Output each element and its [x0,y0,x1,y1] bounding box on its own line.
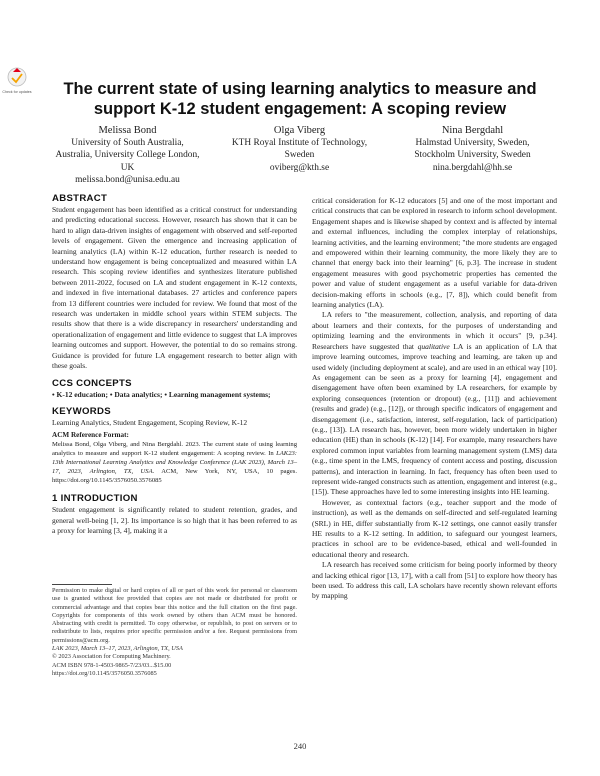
acm-reference-venue: LAK23: 13th International Learning Analytics and Knowledge Conference (LAK 2023), March 13–17, 2023, Arlington, TX, USA. [52,450,297,476]
author-affiliation: UK [120,162,135,173]
author-affiliation: Australia, University College London, [55,150,200,161]
right-column [312,196,557,602]
acm-reference-text [52,440,297,485]
abstract-text: Student engagement has been identified as a critical construct for understanding and predicting educational success. However, research has shown that it can be hard to align data-driven insights of engagement with observed and self-reported levels of engagement. Given the emergence and increasing application of learning analytics (LA) within K-12 education, further research is needed to understand how engagement is being conceptualized and measured within LA research. This scoping review identifies and synthesizes literature published between 2011-2022, focused on LA and student engagement in K-12 contexts, and indexed in five international databases. 27 articles and conference papers from 13 different countries were included for review. We found that most of the research was undertaken in middle school years within STEM subjects. The results show that there is a wide discrepancy in researchers' understanding and operationalization of engagement and little evidence to suggest that LA improves learning outcomes and support. However, the potential to do so remains strong. Guidance is provided for future LA engagement research to better align with these goals. [52,205,297,371]
conference-line: LAK 2023, March 13–17, 2023, Arlington, TX, USA [52,645,183,653]
author-2 [212,124,387,174]
author-affiliation: Halmstad University, Sweden, [415,138,530,148]
body-paragraph [312,310,557,497]
abstract-heading: ABSTRACT [52,193,108,204]
author-name: Nina Bergdahl [441,125,504,136]
body-text: LA refers to "the measurement, collection, analysis, and reporting of data about learners and their contexts, for the purposes of understanding and optimizing learning and the environments in which it occurs" [9, p.34]. Researchers have suggested that [312,310,557,351]
doi-link[interactable]: https://doi.org/10.1145/3576050.3576085 [52,669,157,677]
acm-reference-heading: ACM Reference Format: [52,431,129,440]
body-emphasis: qualitative [417,341,450,351]
introduction-text: Student engagement is significantly related to student retention, grades, and general well-being [1, 2]. Its importance is so high that it has been referred to as a proxy for learning [3, 4], making it a [52,505,297,536]
copyright-line: © 2023 Association for Computing Machinery. [52,653,171,661]
paper-title: The current state of using learning analytics to measure and support K-12 student engagement: A scoping review [63,80,537,118]
author-email[interactable]: nina.bergdahl@hh.se [432,162,513,173]
ccs-heading: CCS CONCEPTS [52,377,132,389]
author-affiliation: KTH Royal Institute of Technology, [231,138,368,148]
left-column [52,193,297,537]
author-1 [40,124,215,187]
keywords-heading: KEYWORDS [52,405,111,417]
permission-notice: Permission to make digital or hard copies of all or part of this work for personal or classroom use is granted without fee provided that copies are not made or distributed for profit or commercial advantage and that copies bear this notice and the full citation on the first page. Copyrights for components of this work owned by others than ACM must be honored. Abstracting with credit is permitted. To copy otherwise, or republish, to post on servers or to redistribute to lists, requires prior specific permission and/or a fee. Request permissions from permissions@acm.org. [52,587,297,644]
page-number: 240 [293,741,307,751]
check-for-updates-badge[interactable] [4,66,30,96]
author-affiliation: Stockholm University, Sweden [414,150,531,161]
body-paragraph: However, as contextual factors (e.g., teacher support and the mode of instruction), as well as the demands on self-directed and self-regulated learning (SRL) in HE, differ substantially from K-12 settings, one cannot easily transfer HE results to a K-12 setting. In addition, to safeguard our youngest learners, practices in school are to be evidence-based, ethical and well-founded in educational theory and research. [312,497,557,559]
ccs-text: • K-12 education; • Data analytics; • Learning management systems; [52,389,271,399]
author-email[interactable]: oviberg@kth.se [269,162,330,173]
introduction-heading: 1 INTRODUCTION [52,493,138,505]
isbn-line: ACM ISBN 978-1-4503-9865-7/23/03...$15.00 [52,661,172,669]
body-paragraph: critical consideration for K-12 educators [5] and one of the most important and critical constructs that can be explored in research to inform school development. Engagement shapes and is likewise shaped by context and is affected by internal and external influences, including the complex interplay of relationships, learning activities, and the learning environment; "the more students are engaged and empowered within their learning community, the more likely they are to channel that energy back into their learning" [6, p.3]. The increase in student engagement measures with good psychometric properties has cemented the power and value of student engagement as a useful variable for data-driven decision-making efforts in schools (e.g., [7, 8]), which could benefit from learning analytics (LA). [312,196,557,310]
footnote-divider [52,584,112,585]
author-affiliation: University of South Australia, [71,138,184,148]
acm-reference [52,431,297,485]
author-email[interactable]: melissa.bond@unisa.edu.au [75,175,180,186]
acm-reference-authors: Melissa Bond, Olga Viberg, and Nina Bergdahl. 2023. The current state of using learning analytics to measure and support K-12 student engagement: A scoping review. In [52,441,297,458]
author-block [40,124,560,184]
acm-reference-tail[interactable]: ACM, New York, NY, USA, 10 pages. https://doi.org/10.1145/3576050.3576085 [52,468,297,485]
author-name: Melissa Bond [98,125,157,136]
author-name: Olga Viberg [273,125,326,136]
body-text: LA is an application of LA that improve learning outcomes, improve teaching and learning, are taken up and used widely (including deployment at scale), and are used in an ethical way [10]. As engagement can be seen as a proxy for learning [4], engagement and disengagement have often been examined by LA researchers, for example by exploring consequences (retention or dropout) (e.g., [11]) and achievement (results and grade) (e.g., [12]), or through specific indicators of engagement and disengagement (i.e., satisfaction, interest, self-regulation, lack of participation) (e.g., [13]). LA research has, however, been more widely undertaken in higher education (HE) than in schools (K-12) [14]. For example, many researchers have explored common input variables from learning management system (LMS) data (e.g., time spent in the LMS, frequency of content access and posting, discussion patterns), and interaction in learning. In fact, frequency has often been used to represent wide-ranged constructs such as attention, engagement and interest (e.g., [15]). These approaches have led to some interesting insights into HE learning. [312,341,557,497]
keywords-text: Learning Analytics, Student Engagement, Scoping Review, K-12 [52,417,248,427]
footnote-block [52,578,297,678]
author-affiliation: Sweden [284,150,315,161]
author-3 [385,124,560,174]
body-paragraph: LA research has received some criticism for being poorly informed by theory and lacking ethical rigor [13, 17], with a call from [51] to explore how theory has been used. To address this call, LA scholars have recently shown relevant efforts by mapping [312,560,557,601]
badge-label: Check for updates [2,90,32,94]
